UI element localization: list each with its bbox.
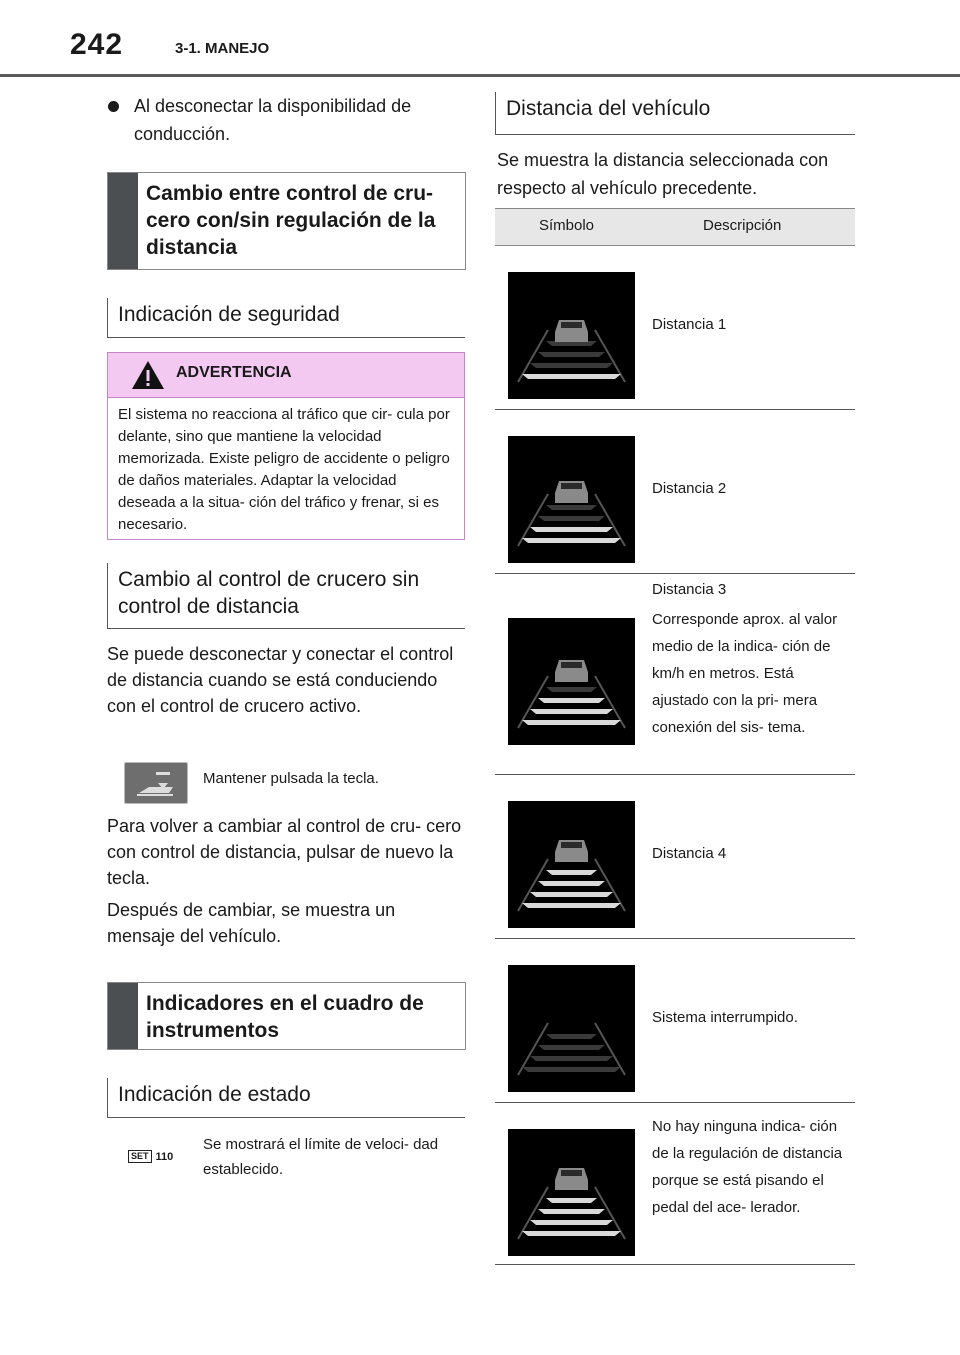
- row-note: Corresponde aprox. al valor medio de la indica- ción de km/h en metros. Está ajustado con la pri- mera conexión del sis- tema.: [652, 611, 838, 736]
- distance-bar: [522, 1067, 621, 1072]
- car-icon: [555, 320, 588, 342]
- distance-bar: [546, 505, 597, 510]
- distance-2-icon: [508, 436, 635, 563]
- car-icon: [555, 840, 588, 862]
- heading-switch: Cambio entre control de cru- cero con/sin regulación de la distancia: [146, 182, 436, 259]
- set-value: 110: [155, 1150, 174, 1163]
- car-icon: [555, 1168, 588, 1190]
- distance-bar: [530, 527, 613, 532]
- table-row: [495, 410, 855, 574]
- distance-key-icon: [124, 762, 188, 804]
- heading-safety: Indicación de seguridad: [107, 298, 465, 338]
- row-description: Distancia 4: [652, 845, 727, 862]
- row-description: Distancia 1: [652, 316, 727, 333]
- distance-bar: [530, 363, 613, 368]
- distance-bar: [522, 1231, 621, 1236]
- distance-bar: [522, 538, 621, 543]
- distance-intro: Se muestra la distancia seleccionada con respecto al vehículo precedente.: [497, 150, 829, 198]
- heading-indicators-box: [107, 982, 466, 1050]
- heading-status: Indicación de estado: [107, 1078, 465, 1118]
- distance-bar: [530, 1220, 613, 1225]
- heading-switch-box: [107, 172, 466, 270]
- distance-bar: [522, 720, 621, 725]
- column-symbol: Símbolo: [539, 217, 595, 234]
- warning-title: ADVERTENCIA: [176, 364, 292, 381]
- heading-bar: [108, 983, 138, 1049]
- bullet-text: Al desconectar la disponibilidad de conducción.: [134, 96, 412, 144]
- warning-header: [108, 353, 464, 398]
- distance-bar: [546, 1034, 597, 1039]
- warning-body: El sistema no reacciona al tráfico que cir- cula por delante, sino que mantiene la velocidad memorizada. Existe peligro de accidente o peligro de daños materiales. Adaptar la velocidad deseada a la situa- ción del tráfico y frenar, si es necesario.: [118, 406, 450, 533]
- paragraph-message: Después de cambiar, se muestra un mensaje del vehículo.: [107, 900, 396, 946]
- distance-table: [495, 208, 855, 1265]
- distance-bar: [546, 870, 597, 875]
- no-regulation-icon: [508, 1129, 635, 1256]
- paragraph-disconnect: Se puede desconectar y conectar el control de distancia cuando se está conduciendo con el control de crucero activo.: [107, 644, 454, 716]
- table-header: [495, 208, 855, 246]
- car-icon: [555, 481, 588, 503]
- row-description: Distancia 2: [652, 480, 727, 497]
- bullet-item: [108, 92, 468, 148]
- warning-triangle-icon: [130, 359, 166, 391]
- table-row: [495, 246, 855, 410]
- heading-distance: Distancia del vehículo: [495, 92, 855, 135]
- distance-4-icon: [508, 801, 635, 928]
- distance-bar: [538, 1045, 605, 1050]
- distance-bar: [522, 903, 621, 908]
- distance-bar: [538, 1209, 605, 1214]
- distance-bar: [546, 1198, 597, 1203]
- warning-box: [107, 352, 465, 540]
- bullet-dot-icon: [108, 101, 119, 112]
- table-row: [495, 775, 855, 939]
- distance-bar: [538, 881, 605, 886]
- heading-bar: [108, 173, 138, 269]
- row-description: Distancia 3: [652, 581, 727, 598]
- set-label: SET: [128, 1150, 152, 1163]
- header-divider: [0, 74, 960, 77]
- heading-indicators: Indicadores en el cuadro de instrumentos: [146, 992, 424, 1042]
- key-instruction: Mantener pulsada la tecla.: [203, 770, 379, 787]
- set-speed-icon: [128, 1150, 173, 1163]
- table-row: [495, 574, 855, 775]
- row-description: Sistema interrumpido.: [652, 1009, 798, 1026]
- row-description: No hay ninguna indica- ción de la regulación de distancia porque se está pisando el pedal del ace- lerador.: [652, 1118, 843, 1216]
- distance-3-icon: [508, 618, 635, 745]
- distance-1-icon: [508, 272, 635, 399]
- status-text: Se mostrará el límite de veloci- dad establecido.: [203, 1136, 439, 1178]
- distance-bar: [530, 892, 613, 897]
- table-row: [495, 939, 855, 1103]
- distance-bar: [530, 709, 613, 714]
- distance-bar: [538, 516, 605, 521]
- distance-bar: [538, 698, 605, 703]
- distance-bar: [522, 374, 621, 379]
- section-title: 3-1. MANEJO: [175, 40, 270, 57]
- heading-cruise: Cambio al control de crucero sin control de distancia: [107, 563, 465, 629]
- distance-bar: [546, 687, 597, 692]
- system-interrupted-icon: [508, 965, 635, 1092]
- distance-bar: [538, 352, 605, 357]
- paragraph-return: Para volver a cambiar al control de cru- cero con control de distancia, pulsar de nuevo la tecla.: [107, 816, 462, 888]
- distance-bar: [530, 1056, 613, 1061]
- car-icon: [555, 660, 588, 682]
- page-number: 242: [70, 28, 124, 61]
- column-description: Descripción: [703, 217, 782, 234]
- table-row: [495, 1103, 855, 1265]
